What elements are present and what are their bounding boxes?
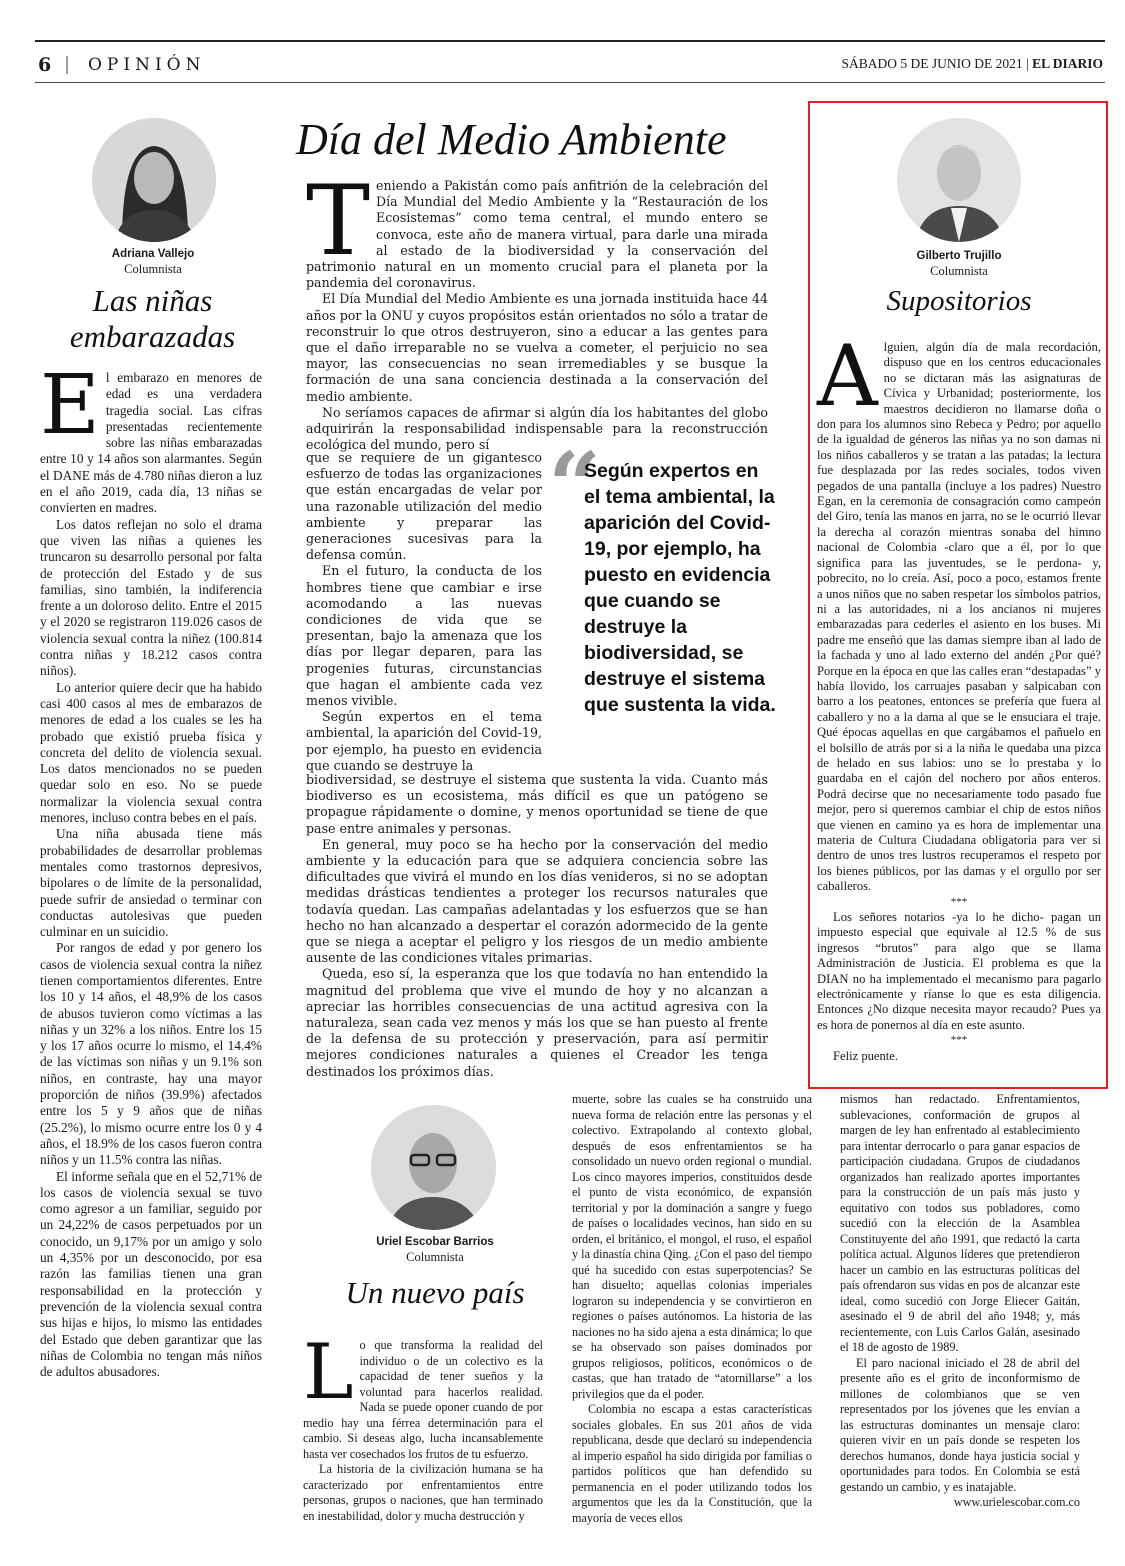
editorial-upper-body [306, 165, 768, 453]
paragraph: El informe señala que en el 52,71% de los casos de violencia sexual se tuvo como agresor a un familiar, seguido por un 24,22% de casos perpetuados por un conocido, un 9,17% por un amigo y solo un 4,35% por un desconocido, por esa razón las familias tienen una gran responsabilidad en la protección y prevención de la violencia sexual contra sus hijas e hijos, lo mismo las entidades del Estado que deben garantizar que las niñas de Colombia no tengan más niños de adultos abusadores. [40, 1168, 262, 1380]
header-right-separator: | [1026, 56, 1029, 71]
paragraph: En el futuro, la conducta de los hombres tiene que cambiar e irse acomodando a las nuevas condiciones de vida que se presentan, bajo la amenaza que los días por llegar deparen, para las progenies futuras, circunstancias que hagan el ambiente cada vez menos vivible. [306, 563, 542, 709]
right-column-body [817, 327, 1101, 1064]
pull-quote: Según expertos en el tema ambiental, la aparición del Covid-19, por ejemplo, ha puesto en evidencia que cuando se destruye la biodiversidad, se destruye el sistema que sustenta la vida. [584, 460, 776, 716]
paragraph: La historia de la civilización humana se ha caracterizado por enfrentamientos entre personas, grupos o naciones, que han terminado en inestabilidad, dolor y mucha destrucción y [303, 1462, 543, 1523]
paragraph: No seríamos capaces de afirmar si algún día los habitantes del globo adquirirán la responsabilidad indispensable para la reconstrucción ecológica del mundo, pero sí [306, 404, 768, 453]
paragraph: El Día Mundial del Medio Ambiente es una jornada instituida hace 44 años por la ONU y cuyos propósitos están orientados no sólo a tratar de reconstruir lo que otros destruyeron, sino a educar a las gentes para que el daño irreparable no se vuelva a cometer, el perjuicio no sea mayor, las consecuencias no sean irremediables y se busque la formación de una sana conciencia destinada a la conservación del medio ambiente. [306, 291, 768, 404]
paragraph: Los señores notarios -ya lo he dicho- pagan un impuesto especial que equivale al 12.5 % de sus ingresos “brutos” para algo que se llama Administración de Justicia. El problema es que la DIAN no ha implementado el mecanismo para pagarlo electrónicamente y ríanse lo que es esta diligencia. Entonces ¿No dizque necesita mayor recaudo? Pues ya es hora de ponernos al día en este asunto. [817, 910, 1101, 1032]
paragraph: biodiversidad, se destruye el sistema que sustenta la vida. Cuanto más biodiverso es un ecosistema, más difícil es que un patógeno se propague rápidamente o domine, y menos oportunidad se tiene de que pase entre animales y personas. [306, 772, 768, 836]
author-name-left: Adriana Vallejo [111, 248, 195, 260]
author-photo-gilberto-trujillo [897, 118, 1021, 242]
portrait-man-icon [897, 118, 1021, 242]
author-role-right: Columnista [930, 264, 988, 278]
paragraph: o que transforma la realidad del individuo o de un colectivo es la capacidad de tener sueños y la voluntad para hacerlos realidad. Nada se puede oponer cuando de por medio hay una férrea determinación para el cambio. Si deseas algo, lucha incansablemente hasta ver cosechados los frutos de tu esfuerzo. [303, 1338, 543, 1461]
drop-cap-left: E [40, 358, 100, 453]
author-photo-uriel-escobar [371, 1105, 496, 1230]
column-title-bottom: Un nuevo país [345, 1275, 525, 1310]
drop-cap-center: T [306, 165, 371, 277]
paragraph: Por rangos de edad y por genero los casos de violencia sexual contra la niñez tienen comportamientos diferentes. Entre los 10 y 14 años, el 48,9% de los casos de abusos tuvieron como víctimas a las niñas y un 32% a los niños. Entre los 15 y los 17 años ocurre lo mismo, el 14.4% de las víctimas son niñas y un 9.1% son niños, en contraste, hay una mayor proporción de niños (39.9%) afectados entre los 5 y 9 años que de niñas (25.2%), lo mismo ocurre entre los 0 y 4 años, el 18.9% de los casos fueron contra niños y un 11.5% contra las niñas. [40, 940, 262, 1168]
top-rule [35, 40, 1105, 42]
drop-cap-bottom: L [303, 1327, 354, 1416]
paragraph: que se requiere de un gigantesco esfuerzo de todas las organizaciones que están encargadas de velar por una razonable utilización del medio ambiente y preparar las generaciones sucesivas para la defensa común. [306, 450, 542, 563]
drop-cap-right: A [817, 327, 878, 425]
newspaper-name: EL DIARIO [1032, 56, 1103, 71]
column-title-left [30, 283, 275, 355]
section-separator: *** [950, 1034, 968, 1047]
paragraph: muerte, sobre las cuales se ha construido una nueva forma de relación entre las personas y el colectivo. Extrapolando al contexto global, después de esos enfrentamientos se ha consolidado un nuevo orden regional o mundial. Los cinco mayores imperios, constituidos desde el punto de vista económico, de expansión territorial y por la dominación a sangre y fuego de países o localidades vecinos, han sido en su orden, el británico, el mongol, el ruso, el español y la dinastía china Qing. ¿Con el paso del tiempo qué ha sucedido con estas superpotencias? Se han disuelto; aquellas colonias imperiales lograron su independencia y se convirtieron en regiones o países autónomos. La historia de las naciones no ha sido ajena a esta dinámica; lo que se ha observado son países dominados por grupos religiosos, políticos, económicos o de castas, que han tratado de “atornillarse” a los privilegios que da el poder. [572, 1092, 812, 1401]
paragraph: l embarazo en menores de edad es una verdadera tragedia social. Las cifras presentadas recientemente sobre las niñas embarazadas entre 10 y 14 años son alarmantes. Según el DANE más de 4.780 niñas dieron a luz en el año 2019, cada día, 13 niñas se convierten en madres. [40, 370, 262, 516]
editorial-narrow-body [306, 450, 542, 774]
editorial-lower-body [306, 772, 768, 1080]
pull-quote-mark: “ [548, 432, 601, 540]
page-number: 6 [38, 54, 52, 76]
paragraph: El paro nacional iniciado el 28 de abril del presente año es el grito de inconformismo de millones de colombianos que se ven representados por los jóvenes que les envían a las estructuras dominantes un mensaje claro: quieren vivir en un país donde se respeten los derechos humanos, donde haya justicia social y oportunidades para todos. En Colombia se está gestando un cambio, y es inatajable. [840, 1355, 1080, 1494]
portrait-man-glasses-icon [371, 1105, 496, 1230]
portrait-woman-icon [92, 118, 216, 242]
author-name-right: Gilberto Trujillo [916, 250, 1002, 262]
issue-date: SÁBADO 5 DE JUNIO DE 2021 [841, 56, 1023, 71]
paragraph: eniendo a Pakistán como país anfitrión de la celebración del Día Mundial del Medio Ambiente y la “Restauración de los Ecosistemas” como tema central, el mundo entero se convoca, este año de manera virtual, para darle una mirada al estado de la biodiversidad y la conservación del patrimonio natural en un momento crucial para el planeta por la pandemia del coronavirus. [306, 178, 768, 291]
paragraph: Colombia no escapa a estas características sociales globales. En sus 201 años de vida republicana, desde que declaró su independencia al imperio español ha sido dirigida por familias o partidos políticos que han defendido su permanencia en el poder utilizando todos los argumentos que les da la Constitución, que la mayoría de veces ellos [572, 1402, 812, 1525]
author-role-bottom: Columnista [406, 1250, 464, 1264]
column-title-right: Supositorios [886, 285, 1032, 317]
author-photo-adriana-vallejo [92, 118, 216, 242]
column-title-left-line2: embarazadas [69, 319, 236, 354]
left-column-body [40, 358, 262, 1380]
closing-line: Feliz puente. [833, 1048, 899, 1063]
paragraph: Una niña abusada tiene más probabilidades de desarrollar problemas mentales como trastornos depresivos, bipolares o de límite de la personalidad, puede sufrir de ansiedad o terminar con conductas autolesivas que pueden culminar en un suicidio. [40, 826, 262, 940]
paragraph: Queda, eso sí, la esperanza que los que todavía no han entendido la magnitud del problema que vive el mundo de hoy y no alcanzan a apreciar las horribles consecuencias de una actitud agresiva con la naturaleza, sean cada vez menos y más los que se han puesto al frente de la defensa de su protección y preservación, para así permitir mejores condiciones naturales a quienes el Creador les tenga destinados los próximos días. [306, 966, 768, 1079]
author-website: www.urielescobar.com.co [953, 1495, 1080, 1509]
editorial-title: Día del Medio Ambiente [296, 115, 727, 164]
header-bottom-rule [35, 82, 1105, 83]
header-right [842, 56, 1103, 72]
column-title-left-line1: Las niñas [92, 283, 213, 318]
bottom-col3-body [840, 1092, 1080, 1511]
paragraph: mismos han redactado. Enfrentamientos, sublevaciones, conformación de grupos al margen de ley han enfrentado al establecimiento para intentar derrocarlo o para ganar espacios de participación ciudadana. Grupos de ciudadanos organizados han realizado aportes importantes para la construcción de un país más justo y equitativo con todos sus pobladores, como sucedió con la elección de la Asamblea Constituyente del año 1991, que redactó la carta política actual. Algunos líderes que pretendieron hacer un cambio en las estructuras políticas del país ofrendaron sus vidas en pos de alcanzar este ideal, como sucedió con Jorge Eliecer Gaitán, asesinado el 9 de abril del año 1948; y, más recientemente, con Luis Carlos Galán, asesinado el 18 de agosto de 1989. [840, 1092, 1080, 1354]
paragraph: Lo anterior quiere decir que ha habido casi 400 casos al mes de embarazos de menores de edad a los cuales se les ha probado que existió prueba física y concreta del delito de violencia sexual. Los datos mencionados no se pueden quedar solo en eso. No se puede normalizar la violencia sexual contra menores, incluso contra bebes en el país. [40, 679, 262, 826]
paragraph: En general, muy poco se ha hecho por la conservación del medio ambiente y la educación para que se adquiera conciencia sobre las dificultades que vivirá el mundo en los días venideros, si no se adoptan medidas drásticas tendientes a proteger los recursos naturales que todavía quedan. Las campañas adelantadas y los esfuerzos que se han hecho no han alcanzado a despertar el corazón adormecido de la gente que se niega a aceptar el peligro y los riesgos de un medio ambiente ausente de las condiciones vitales primarias. [306, 836, 768, 966]
bottom-col2-body [572, 1092, 812, 1526]
paragraph: Según expertos en el tema ambiental, la aparición del Covid-19, por ejemplo, ha puesto en evidencia que cuando se destruye la [306, 709, 542, 773]
paragraph: lguien, algún día de mala recordación, dispuso que en los centros educacionales no se dictaran más las asignaturas de Cívica y Urbanidad; posteriormente, los maestros decidieron no llamarse doña o don para los alumnos sino Rebeca y Pedro; por aquello de la igualdad de géneros las niñas ya no son damas ni los niños caballeros y se tratan a las patadas; la lectura fue desplazada por las redes sociales, todos viven pegados de una pantalla (incluye a los padres) Nuestro Egan, en la ceremonia de consagración como campeón del Giro, tenía las manos en jarra, no se le ocurrió llevar la derecha al corazón mientras sonaba del himno nacional de Colombia -claro que a él, por lo que significa para las juventudes, se le perdona- y, pobrecito, no lo creía. Así, poco a poco, estamos frente a unos niños que no saben respetar los símbolos patrios, ni a las autoridades, ni a los ancianos ni mujeres embarazadas para cederles el asiento en los buses. Mi padre me enseñó que las damas siempre iban al lado de la fachada y uno al lado externo del andén ¿Por qué? Porque en la época en que las calles eran “destapadas” y había llovido, los carruajes pasaban y salpicaban con barro a los peatones, entonces se prefería que fuera al caballero y no a la dama al que se le ensuciara el traje. Qué épocas aquellas en que cargábamos el pañuelo en el bolsillo de atrás por si a la niña le quedaba una pizca de helado en sus labios: uno se lo prestaba y lo guardaba en el cajón del nochero por años enteros. Podrá decirse que no necesariamente todo pasado fue mejor, pero si queremos cambiar el chip de estos niños que vienen en camino ya es hora de implementar una materia de Cultura Ciudadana obligatoria para ver si dentro de unos tres lustros recuperamos el respeto por los bienes públicos, por las damas y el orgullo por ser caballeros. [817, 340, 1101, 894]
section-name: OPINIÓN [88, 55, 206, 75]
author-name-bottom: Uriel Escobar Barrios [376, 1236, 494, 1248]
section-separator: *** [950, 895, 968, 908]
header-separator: | [64, 54, 71, 75]
author-role-left: Columnista [124, 262, 182, 276]
paragraph: Los datos reflejan no solo el drama que viven las niñas a quienes les truncaron su desarrollo personal por falta de protección del Estado y de sus familias, sino también, la indiferencia frente a un doloroso delito. Entre el 2015 y el 2020 se registraron 119.026 casos de violencia sexual contra la niñez (100.814 contra niñas y 18.212 casos contra niños). [40, 516, 262, 679]
bottom-col1-body [303, 1327, 543, 1524]
